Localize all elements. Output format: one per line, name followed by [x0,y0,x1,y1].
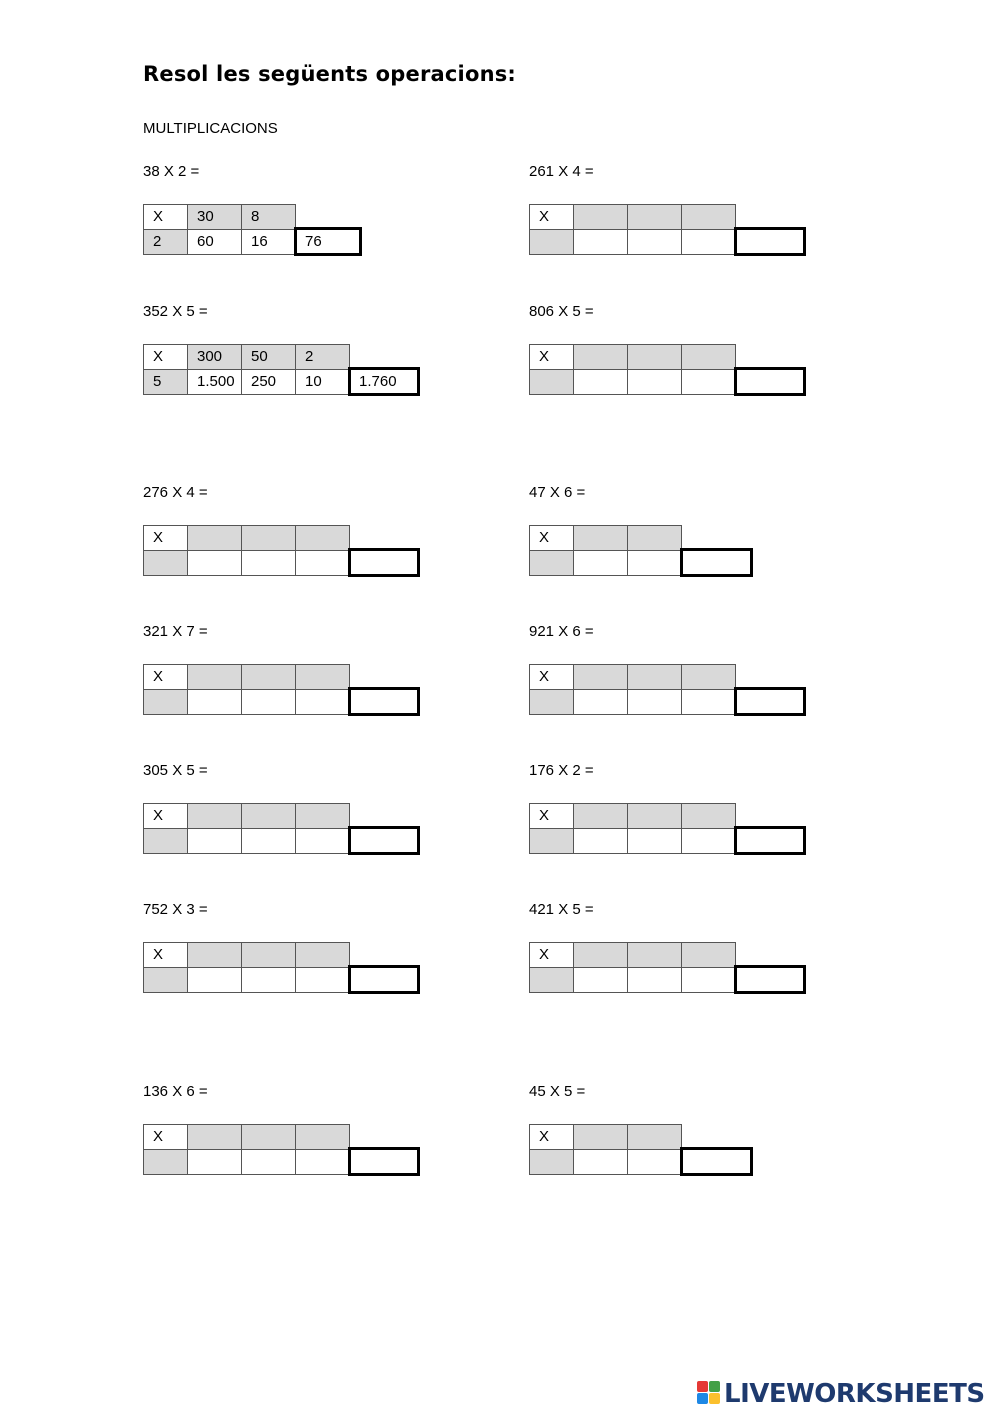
partial-product-input[interactable] [241,967,296,993]
partial-product-input[interactable] [681,828,736,854]
multiplier-cell: 5 [143,369,188,395]
logo-square-green [709,1381,720,1392]
times-symbol-cell: X [143,942,188,968]
decomposition-input[interactable] [573,204,628,230]
decomposition-input[interactable] [573,1124,628,1150]
exercise-label: 806 X 5 = [529,303,594,320]
partial-product-input[interactable] [681,229,736,255]
decomposition-input[interactable] [573,803,628,829]
decomposition-cell: 300 [187,344,242,370]
times-symbol-cell: X [143,204,188,230]
partial-product-cell: 16 [241,229,296,255]
result-cell: 1.760 [348,367,420,396]
partial-product-input[interactable] [573,967,628,993]
decomposition-input[interactable] [241,803,296,829]
multiplier-input[interactable] [529,229,574,255]
decomposition-input[interactable] [627,942,682,968]
partial-product-cell: 250 [241,369,296,395]
partial-product-input[interactable] [681,967,736,993]
decomposition-input[interactable] [241,664,296,690]
times-symbol-cell: X [529,942,574,968]
exercise-label: 261 X 4 = [529,163,594,180]
partial-product-input[interactable] [187,550,242,576]
partial-product-input[interactable] [187,1149,242,1175]
partial-product-input[interactable] [295,550,350,576]
result-cell: 76 [294,227,362,256]
partial-product-input[interactable] [627,1149,682,1175]
decomposition-input[interactable] [573,344,628,370]
decomposition-input[interactable] [241,525,296,551]
exercise-label: 45 X 5 = [529,1083,586,1100]
page-title: Resol les següents operacions: [143,62,517,86]
partial-product-input[interactable] [627,229,682,255]
times-symbol-cell: X [143,1124,188,1150]
times-symbol-cell: X [529,344,574,370]
decomposition-input[interactable] [627,664,682,690]
partial-product-input[interactable] [573,369,628,395]
partial-product-input[interactable] [681,369,736,395]
times-symbol-cell: X [529,803,574,829]
times-symbol-cell: X [529,525,574,551]
partial-product-input[interactable] [295,1149,350,1175]
decomposition-cell: 8 [241,204,296,230]
result-input[interactable] [734,965,806,994]
result-input[interactable] [734,367,806,396]
result-input[interactable] [348,826,420,855]
decomposition-input[interactable] [187,525,242,551]
result-input[interactable] [348,965,420,994]
result-input[interactable] [348,687,420,716]
decomposition-input[interactable] [573,942,628,968]
decomposition-input[interactable] [681,204,736,230]
partial-product-input[interactable] [241,689,296,715]
exercise-label: 321 X 7 = [143,623,208,640]
decomposition-input[interactable] [295,803,350,829]
times-symbol-cell: X [529,664,574,690]
multiplier-input[interactable] [529,550,574,576]
times-symbol-cell: X [143,525,188,551]
partial-product-input[interactable] [187,828,242,854]
partial-product-input[interactable] [573,828,628,854]
partial-product-input[interactable] [627,828,682,854]
multiplier-input[interactable] [143,550,188,576]
partial-product-input[interactable] [573,550,628,576]
decomposition-input[interactable] [681,942,736,968]
result-input[interactable] [348,548,420,577]
decomposition-cell: 30 [187,204,242,230]
partial-product-cell: 1.500 [187,369,242,395]
result-input[interactable] [734,227,806,256]
multiplier-input[interactable] [143,1149,188,1175]
exercise-label: 305 X 5 = [143,762,208,779]
multiplier-input[interactable] [529,369,574,395]
exercise-label: 752 X 3 = [143,901,208,918]
partial-product-input[interactable] [187,689,242,715]
partial-product-input[interactable] [241,1149,296,1175]
partial-product-input[interactable] [573,1149,628,1175]
exercise-label: 352 X 5 = [143,303,208,320]
partial-product-input[interactable] [241,550,296,576]
decomposition-input[interactable] [187,1124,242,1150]
result-input[interactable] [734,687,806,716]
decomposition-input[interactable] [295,942,350,968]
times-symbol-cell: X [143,803,188,829]
logo-square-red [697,1381,708,1392]
exercise-label: 421 X 5 = [529,901,594,918]
decomposition-input[interactable] [187,942,242,968]
decomposition-input[interactable] [241,1124,296,1150]
result-input[interactable] [680,548,753,577]
decomposition-input[interactable] [627,1124,682,1150]
liveworksheets-logo [697,1379,997,1407]
decomposition-input[interactable] [295,1124,350,1150]
multiplier-input[interactable] [529,828,574,854]
partial-product-input[interactable] [627,369,682,395]
result-input[interactable] [348,1147,420,1176]
exercise-label: 176 X 2 = [529,762,594,779]
multiplier-cell: 2 [143,229,188,255]
partial-product-input[interactable] [627,689,682,715]
exercise-label: 47 X 6 = [529,484,586,501]
partial-product-input[interactable] [681,689,736,715]
decomposition-input[interactable] [627,344,682,370]
result-input[interactable] [734,826,806,855]
partial-product-input[interactable] [295,967,350,993]
decomposition-input[interactable] [295,664,350,690]
multiplier-input[interactable] [143,967,188,993]
partial-product-cell: 10 [295,369,350,395]
decomposition-input[interactable] [627,803,682,829]
decomposition-input[interactable] [241,942,296,968]
multiplier-input[interactable] [529,967,574,993]
multiplier-input[interactable] [143,828,188,854]
exercise-label: 921 X 6 = [529,623,594,640]
logo-square-blue [697,1393,708,1404]
multiplier-input[interactable] [529,1149,574,1175]
decomposition-input[interactable] [573,664,628,690]
partial-product-input[interactable] [573,229,628,255]
decomposition-input[interactable] [295,525,350,551]
decomposition-cell: 50 [241,344,296,370]
section-subtitle: MULTIPLICACIONS [143,120,278,137]
result-input[interactable] [680,1147,753,1176]
times-symbol-cell: X [529,204,574,230]
decomposition-input[interactable] [681,664,736,690]
multiplier-input[interactable] [529,689,574,715]
partial-product-input[interactable] [295,689,350,715]
exercise-label: 38 X 2 = [143,163,200,180]
partial-product-input[interactable] [295,828,350,854]
partial-product-input[interactable] [627,967,682,993]
times-symbol-cell: X [529,1124,574,1150]
partial-product-input[interactable] [573,689,628,715]
times-symbol-cell: X [143,344,188,370]
decomposition-cell: 2 [295,344,350,370]
exercise-label: 276 X 4 = [143,484,208,501]
partial-product-input[interactable] [627,550,682,576]
decomposition-input[interactable] [627,204,682,230]
logo-square-yellow [709,1393,720,1404]
decomposition-input[interactable] [681,803,736,829]
exercise-label: 136 X 6 = [143,1083,208,1100]
times-symbol-cell: X [143,664,188,690]
liveworksheets-logo-icon [697,1381,721,1405]
decomposition-input[interactable] [681,344,736,370]
decomposition-input[interactable] [573,525,628,551]
multiplier-input[interactable] [143,689,188,715]
decomposition-input[interactable] [187,803,242,829]
partial-product-cell: 60 [187,229,242,255]
partial-product-input[interactable] [241,828,296,854]
decomposition-input[interactable] [627,525,682,551]
logo-text: LIVEWORKSHEETS [724,1379,985,1409]
decomposition-input[interactable] [187,664,242,690]
partial-product-input[interactable] [187,967,242,993]
